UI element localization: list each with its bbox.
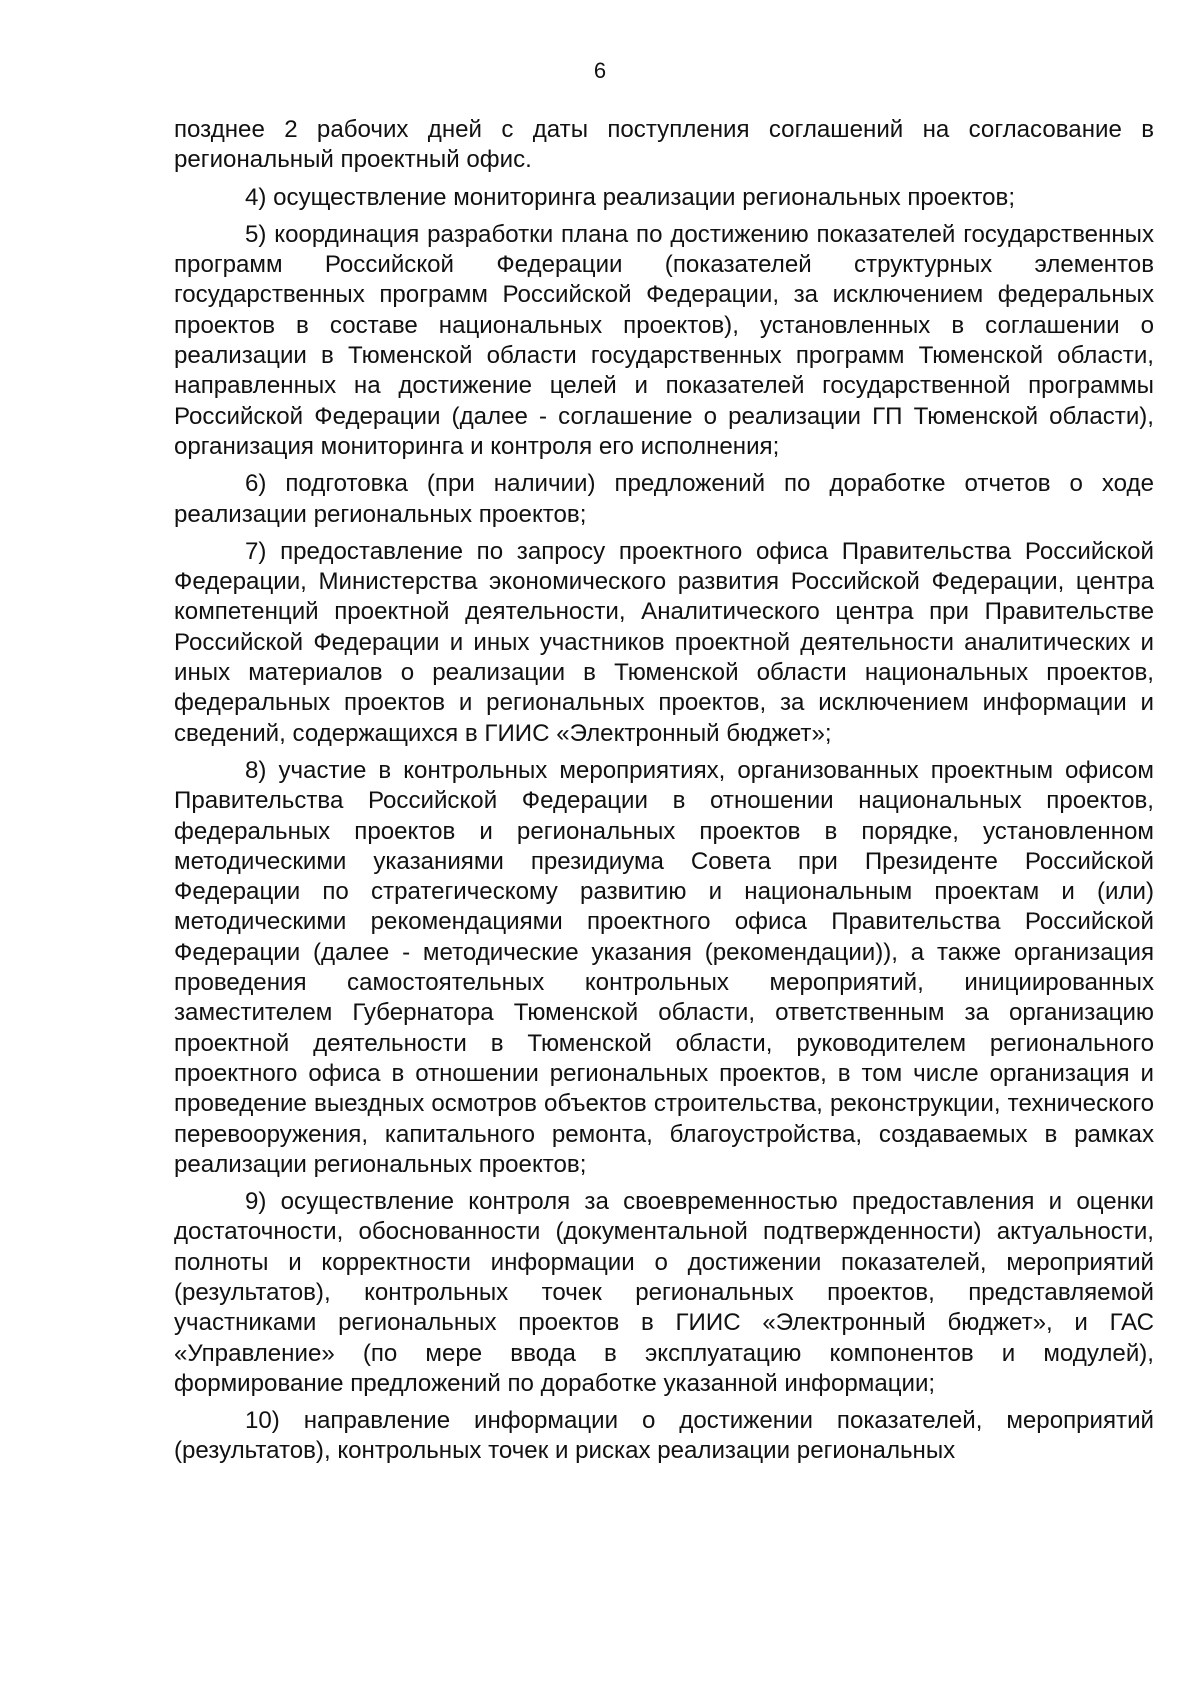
paragraph-item-6: 6) подготовка (при наличии) предложений по доработке отчетов о ходе реализации региональных проектов; [174, 470, 1154, 528]
document-body [174, 115, 1154, 1474]
page-number: 6 [593, 58, 607, 83]
paragraph-item-7: 7) предоставление по запросу проектного офиса Правительства Российской Федерации, Министерства экономического развития Российской Федерации, центра компетенций проектной деятельности, Аналитического центра при Правительстве Российской Федерации и иных участников проектной деятельности аналитических и иных материалов о реализации в Тюменской области национальных проектов, федеральных проектов и региональных проектов, за исключением информации и сведений, содержащихся в ГИИС «Электронный бюджет»; [174, 537, 1154, 747]
paragraph-item-10: 10) направление информации о достижении показателей, мероприятий (результатов), контрольных точек и рисках реализации региональных [174, 1407, 1154, 1465]
paragraph-item-4: 4) осуществление мониторинга реализации региональных проектов; [245, 183, 1016, 211]
paragraph-continuation: позднее 2 рабочих дней с даты поступления соглашений на согласование в региональный проектный офис. [174, 116, 1154, 174]
paragraph-item-5: 5) координация разработки плана по достижению показателей государственных программ Российской Федерации (показателей структурных элементов государственных программ Российской Федерации, за исключением федеральных проектов в составе национальных проектов), установленных в соглашении о реализации в Тюменской области государственных программ Тюменской области, направленных на достижение целей и показателей государственной программы Российской Федерации (далее - соглашение о реализации ГП Тюменской области), организация мониторинга и контроля его исполнения; [174, 220, 1154, 460]
paragraph-item-9: 9) осуществление контроля за своевременностью предоставления и оценки достаточности, обоснованности (документальной подтвержденности) актуальности, полноты и корректности информации о достижении показателей, мероприятий (результатов), контрольных точек региональных проектов, представляемой участниками региональных проектов в ГИИС «Электронный бюджет», и ГАС «Управление» (по мере ввода в эксплуатацию компонентов и модулей), формирование предложений по доработке указанной информации; [174, 1188, 1154, 1397]
paragraph-item-8: 8) участие в контрольных мероприятиях, организованных проектным офисом Правительства Российской Федерации в отношении национальных проектов, федеральных проектов и региональных проектов в порядке, установленном методическими указаниями президиума Совета при Президенте Российской Федерации по стратегическому развитию и национальным проектам и (или) методическими рекомендациями проектного офиса Правительства Российской Федерации (далее - методические указания (рекомендации)), а также организация проведения самостоятельных контрольных мероприятий, инициированных заместителем Губернатора Тюменской области, ответственным за организацию проектной деятельности в Тюменской области, руководителем регионального проектного офиса в отношении региональных проектов, в том числе организация и проведение выездных осмотров объектов строительства, реконструкции, технического перевооружения, капитального ремонта, благоустройства, создаваемых в рамках реализации региональных проектов; [174, 756, 1154, 1178]
